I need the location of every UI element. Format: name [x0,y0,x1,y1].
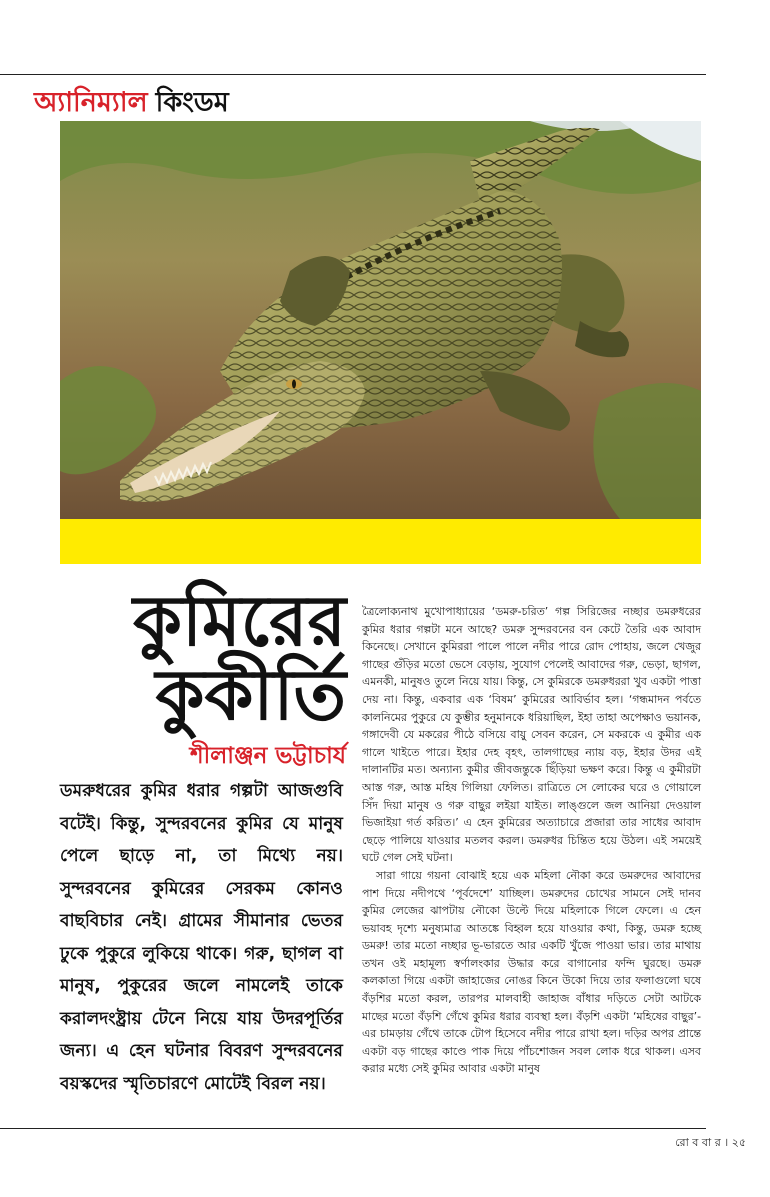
headline-line2: কুকীর্তি [155,654,346,736]
page-footer: রো ব বা র । ২৫ [675,1136,746,1149]
top-rule [0,74,706,75]
photo-yellow-band [60,519,701,564]
body-column [362,603,701,1078]
crocodile-photo [60,121,701,519]
body-paragraph-1: ত্রৈলোক্যনাথ মুখোপাধ্যায়ের ‘ডমরু-চরিত’ গল্প সিরিজের নচ্ছার ডমরুধরের কুমির ধরার গল্পটা মনে আছে? ডমরু সুন্দরবনের বন কেটে তৈরি এক আবাদ কিনেছে। সেখানে কুমিররা পালে পালে নদীর পারে রোদ পোহায়, জলে খেজুর গাছের গুঁড়ির মতো ভেসে বেড়ায়, সুযোগ পেলেই আবাদের গরু, ভেড়া, ছাগল, এমনকী, মানুষও তুলে নিয়ে যায়। কিন্তু, সে কুমিরকে ডমরুধররা খুব একটা পাত্তা দেয় না। কিন্তু, একবার এক ‘বিষম’ কুমিরের আবির্ভাব হল। ‘গন্ধমাদন পর্বতে কালনিমের পুকুরে যে কুম্ভীর হনুমানকে ধরিয়াছিল, ইহা তাহা অপেক্ষাও ভয়ানক, গঙ্গাদেবী যে মকরের পীঠে বসিয়ে বায়ু সেবন করেন, সে মকরকে এ কুমীর এক গালে খাইতে পারে। ইহার দেহ বৃহৎ, তালগাছের ন্যায় বড়, ইহার উদর এই দালানটির মত। অন্যান্য কুমীর জীবজন্তুকে ছিঁড়িয়া ভক্ষণ করে। কিন্তু এ কুমীরটা আস্ত গরু, আস্ত মহিষ গিলিয়া ফেলিত। রাত্রিতে সে লোকের ঘরে ও গোয়ালে সিঁদ দিয়া মানুষ ও গরু বাছুর লইয়া যাইত। লাঙ্গুলে জল আনিয়া দেওয়াল ভিজাইয়া গর্ত করিত।’ এ হেন কুমিরের অত্যাচারে প্রজারা তার সাধের আবাদ ছেড়ে পালিয়ে যাওয়ার মতলব করল। ডমরুধর চিন্তিত হয়ে উঠল। এই সময়েই ঘটে গেল সেই ঘটনা। [362,605,701,865]
bottom-rule [0,1128,706,1129]
section-title-part1: অ্যানিম্যাল [34,87,148,118]
headline-line1: কুমিরের [132,580,346,662]
body-paragraph-2: সারা গায়ে গয়না বোঝাই হয়ে এক মহিলা নৌকা করে ডমরুদের আবাদের পাশ দিয়ে নদীপথে ‘পূর্বদেশে’ যাচ্ছিল। ডমরুদের চোখের সামনে সেই দানব কুমির লেজের ঝাপটায় নৌকো উল্টে দিয়ে মহিলাকে গিলে ফেলে। এ হেন ভয়াবহ দৃশ্যে মনুষ্যমাত্র আতঙ্কে বিহ্বল হয়ে যাওয়ার কথা, কিন্তু, ডমরু হচ্ছে ডমরু! তার মতো নচ্ছার ভূ-ভারতে আর একটি খুঁজে পাওয়া ভার। তার মাথায় তখন ওই মহামূল্য স্বর্ণালংকার উদ্ধার করে বাগানোর ফন্দি ঘুরছে। ডমরু কলকাতা গিয়ে একটা জাহাজের নোঙর কিনে উকো দিয়ে তার ফলাগুলো ঘষে বঁড়শির মতো করল, তারপর মালবাহী জাহাজ বাঁধার দড়িতে সেটা আটকে মাছের মতো বঁড়শি গেঁথে কুমির ধরার ব্যবস্থা হল। বঁড়শি একটা ‘মহিষের বাছুর’-এর চামড়ায় গেঁথে তাকে টোপ হিসেবে নদীর পারে রাখা হল। দড়ির অপর প্রান্তে একটা বড় গাছের কাণ্ডে পাক দিয়ে পাঁচশোজন সবল লোক ধরে থাকল। এসব করার মধ্যে সেই কুমির আবার একটা মানুষ [362,868,701,1076]
crocodile-illustration [60,121,701,519]
author-byline: শীলাঞ্জন ভট্টাচার্য [189,743,346,769]
intro-paragraph: ডমরুধরের কুমির ধরার গল্পটা আজগুবি বটেই। কিন্তু, সুন্দরবনের কুমির যে মানুষ পেলে ছাড়ে না, তা মিথ্যে নয়। সুন্দরবনের কুমিরের সেরকম কোনও বাছবিচার নেই। গ্রামের সীমানার ভেতর ঢুকে পুকুরে লুকিয়ে থাকে। গরু, ছাগল বা মানুষ, পুকুরের জলে নামলেই তাকে করালদংষ্ট্রায় টেনে নিয়ে যায় উদরপূর্তির জন্য। এ হেন ঘটনার বিবরণ সুন্দরবনের বয়স্কদের স্মৃতিচারণে মোটেই বিরল নয়। [60,781,343,1094]
section-title-part2: কিংডম [155,87,229,118]
